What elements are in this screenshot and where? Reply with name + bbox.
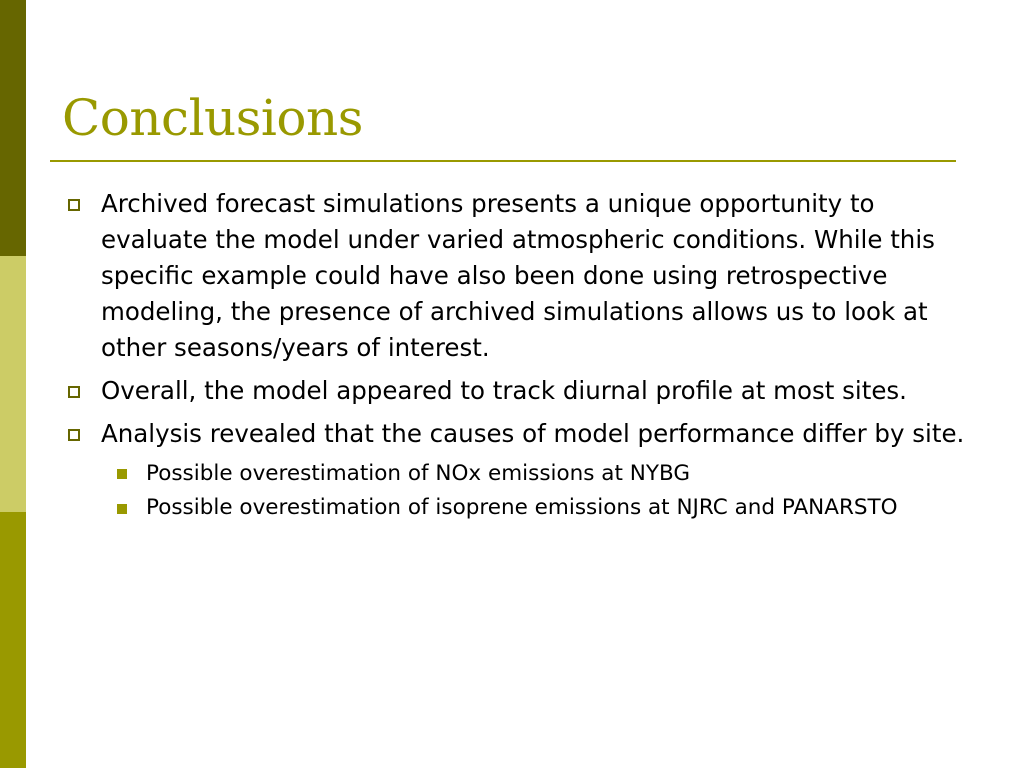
- bullet-list: [62, 186, 972, 524]
- bullet-item: [62, 373, 972, 409]
- filled-square-bullet-icon: [117, 469, 127, 479]
- sub-bullet-item: [101, 456, 972, 491]
- side-bar-bottom-segment: [0, 512, 26, 768]
- hollow-square-bullet-icon: [68, 429, 80, 441]
- sub-bullet-item: [101, 491, 972, 524]
- title-underline: [50, 160, 956, 162]
- sub-bullet-list: [101, 456, 972, 524]
- filled-square-bullet-icon: [117, 504, 127, 514]
- hollow-square-bullet-icon: [68, 199, 80, 211]
- slide-title: Conclusions: [62, 89, 363, 147]
- hollow-square-bullet-icon: [68, 386, 80, 398]
- slide-body: [62, 186, 972, 531]
- sub-bullet-text: Possible overestimation of isoprene emissions at NJRC and PANARSTO: [146, 495, 898, 520]
- bullet-item: [62, 416, 972, 524]
- side-bar-middle-segment: [0, 256, 26, 512]
- side-accent-bar: [0, 0, 26, 768]
- bullet-text: Overall, the model appeared to track diurnal profile at most sites.: [101, 376, 907, 405]
- sub-bullet-text: Possible overestimation of NOx emissions at NYBG: [146, 461, 690, 486]
- side-bar-top-segment: [0, 0, 26, 256]
- bullet-text: Analysis revealed that the causes of model performance differ by site.: [101, 419, 965, 448]
- bullet-text: Archived forecast simulations presents a unique opportunity to evaluate the model under varied atmospheric conditions. While this specific example could have also been done using retrospective modeling, the presence of archived simulations allows us to look at other seasons/years of interest.: [101, 189, 935, 362]
- bullet-item: [62, 186, 972, 366]
